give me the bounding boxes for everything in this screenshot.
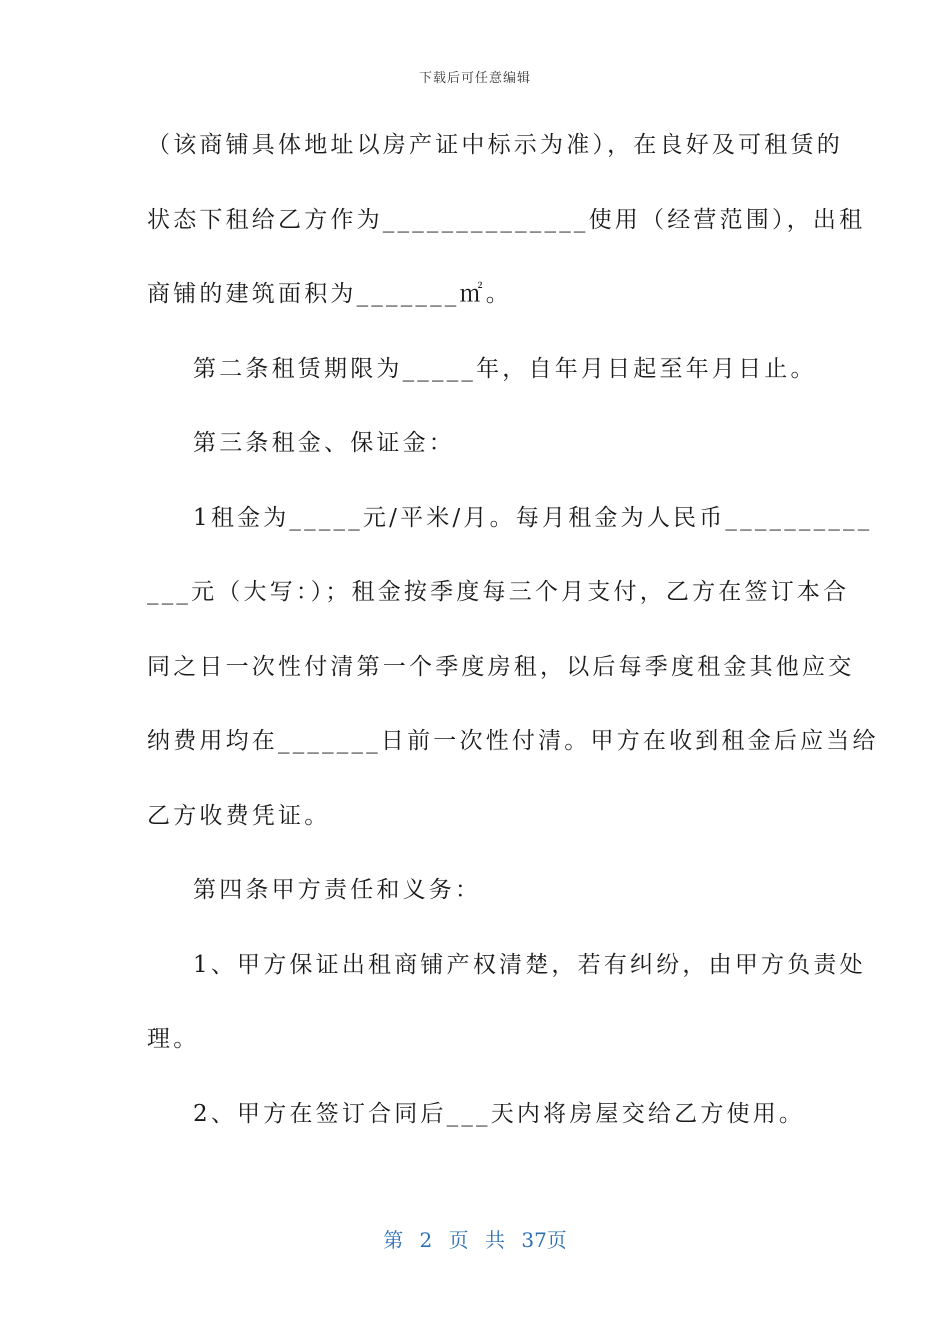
body-line: 纳费用均在_______日前一次性付清。甲方在收到租金后应当给 <box>147 728 879 754</box>
body-line: 第四条甲方责任和义务： <box>193 877 482 903</box>
document-body <box>147 120 879 1163</box>
body-line: ___元（大写：）；租金按季度每三个月支付，乙方在签订本合 <box>147 579 850 605</box>
body-line: 1租金为_____元/平米/月。每月租金为人民币__________ <box>193 504 873 531</box>
body-line: 第二条租赁期限为_____年，自年月日起至年月日止。 <box>193 355 817 382</box>
body-line: 乙方收费凭证。 <box>147 802 331 829</box>
body-line: （该商铺具体地址以房产证中标示为准），在良好及可租赁的 <box>147 132 843 158</box>
body-line: 同之日一次性付清第一个季度房租，以后每季度租金其他应交 <box>147 653 855 680</box>
body-line: 第三条租金、保证金： <box>193 430 455 456</box>
header-note: 下载后可任意编辑 <box>418 71 531 86</box>
body-line: 2、甲方在签订合同后___天内将房屋交给乙方使用。 <box>193 1100 806 1127</box>
page-number-footer: 第 2 页 共 37页 <box>383 1228 567 1252</box>
body-line: 理。 <box>147 1026 200 1052</box>
body-line: 状态下租给乙方作为______________使用（经营范围），出租 <box>147 206 866 233</box>
body-line: 1、甲方保证出租商铺产权清楚，若有纠纷，由甲方负责处 <box>193 951 866 978</box>
body-line: 商铺的建筑面积为_______㎡。 <box>147 281 512 307</box>
